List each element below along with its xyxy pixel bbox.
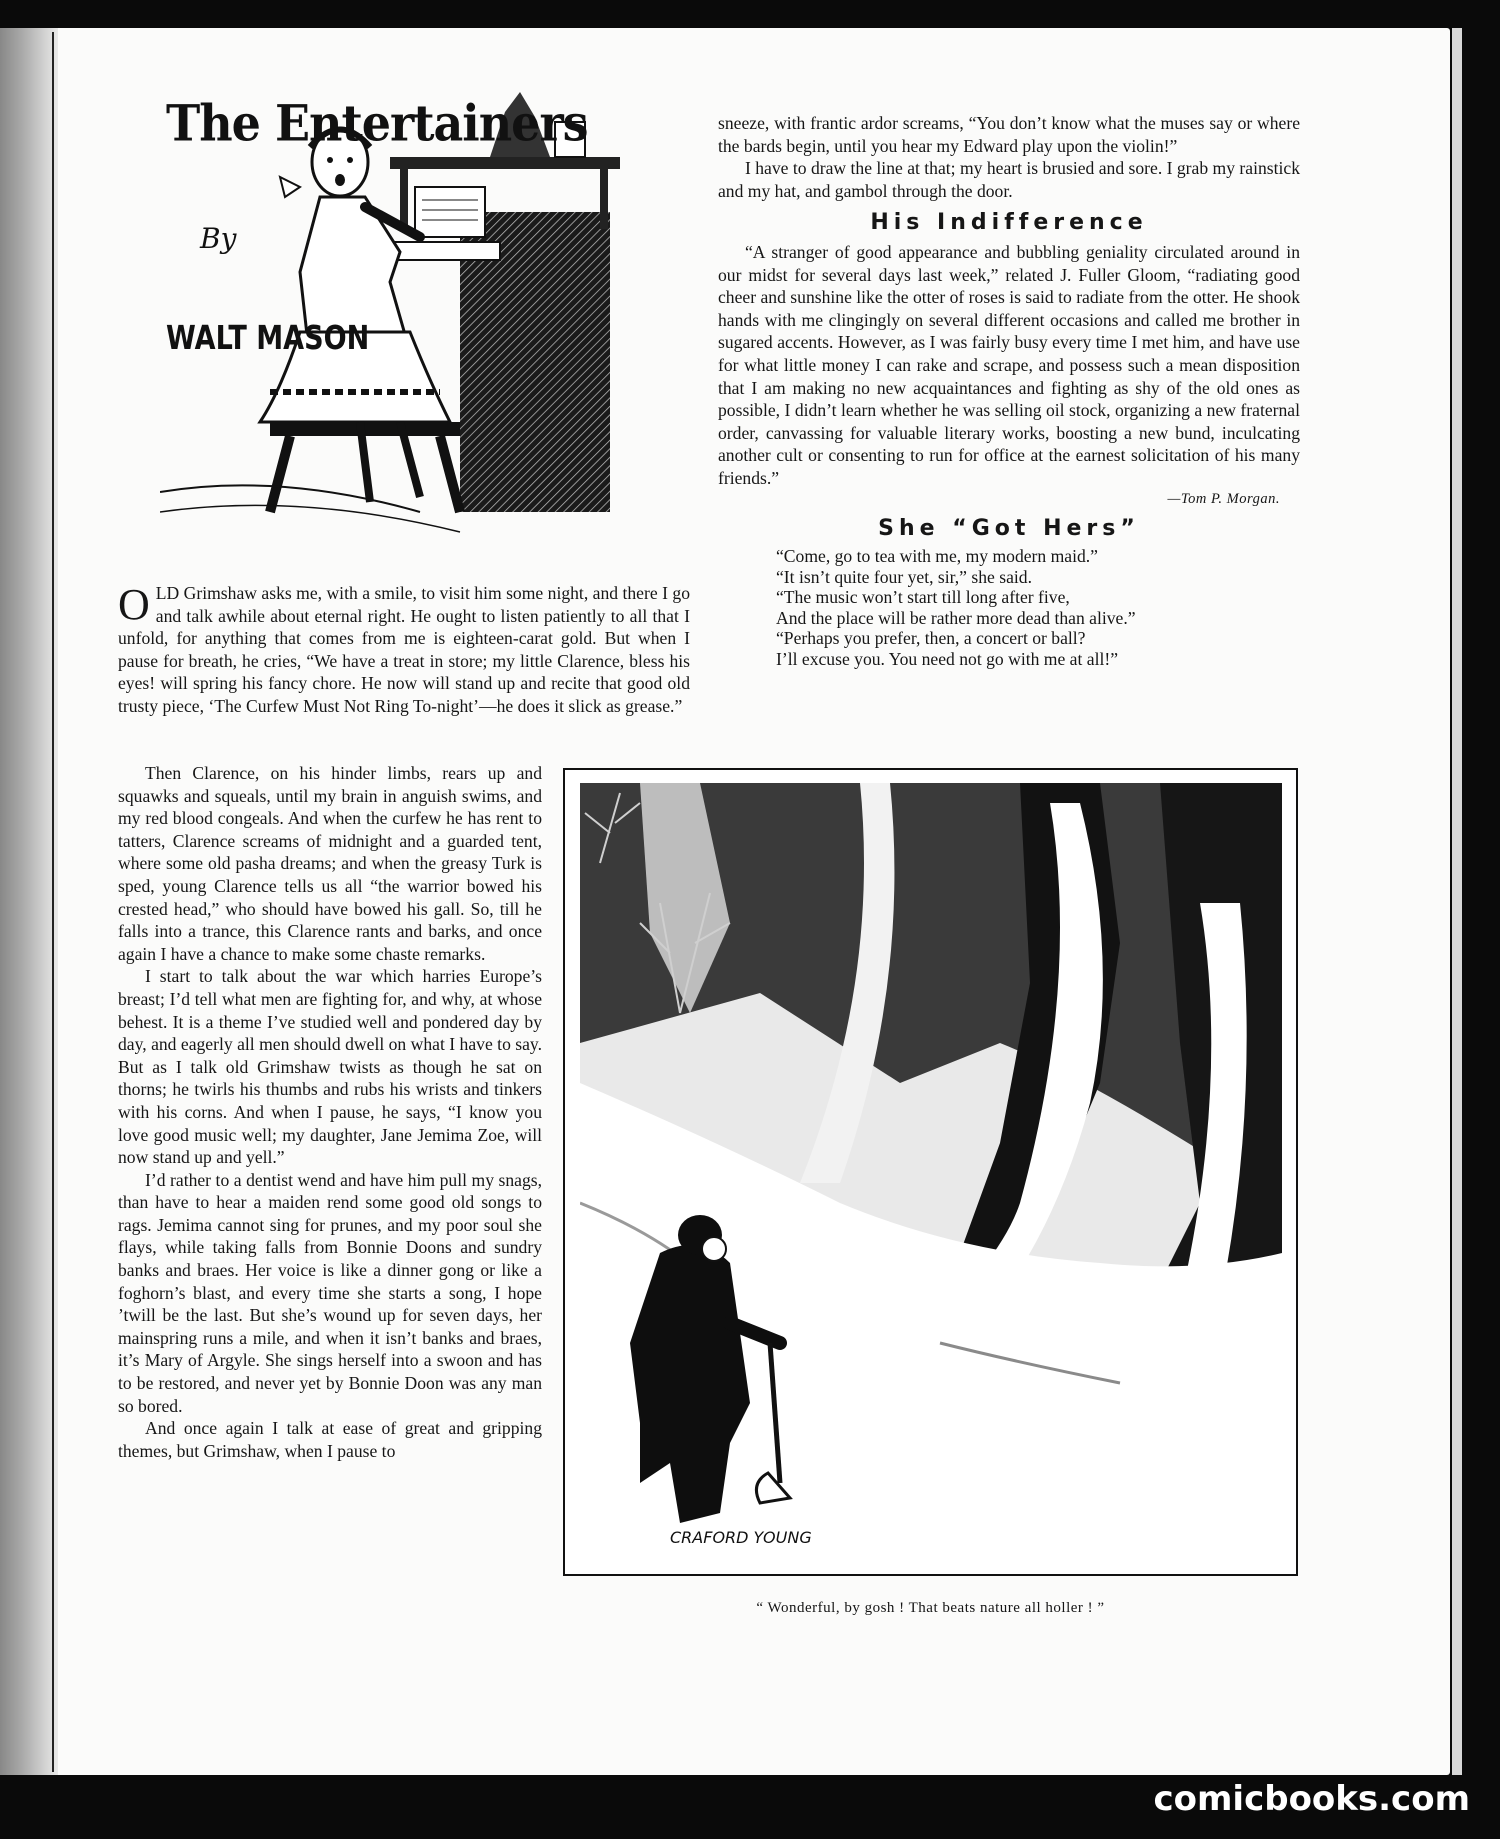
poem-line: “Perhaps you prefer, then, a concert or ball? [776,628,1086,649]
article-paragraph: I’d rather to a dentist wend and have him pull my snags, than have to hear a maiden rend some good old songs to rags. Jemima cannot sing for prunes, and my poor soul she flays, while taking falls from Bonnie Doons and sundry banks and braes. Her voice is like a dinner gong or like a foghorn’s blast, and every time she starts a song, I hope ’twill be the last. But she’s wound up for seven days, her mainspring runs a mile, and when it isn’t banks and braes, it’s Mary of Argyle. She sings herself into a swoon and has to be restored, and never yet by Bonnie Doon was any man so bored. [118,1169,542,1416]
page-binding-shadow [0,28,58,1775]
poem-line: “Come, go to tea with me, my modern maid.” [776,546,1098,567]
article-paragraph: OLD Grimshaw asks me, with a smile, to visit him some night, and there I go and talk awhile about eternal right. He ought to listen patiently to all that I unfold, for anything that comes from me is eighteen-carat gold. But when I pause for breath, he cries, “We have a treat in store; my little Clarence, bless his eyes! will spring his fancy chore. He now will stand up and recite that good old trusty piece, ‘The Curfew Must Not Ring To-night’—he does it slick as grease.” [118,580,690,716]
watermark: comicbooks.com [1153,1779,1470,1819]
poem-line: “The music won’t start till long after five, [776,587,1070,608]
article-column-bottom [118,762,542,1462]
binding-line [52,32,54,1772]
article-paragraph: Then Clarence, on his hinder limbs, rears up and squawks and squeals, until my brain in anguish swims, and my red blood congeals. And when the curfew he has rent to tatters, Clarence screams of midnight and a guarded tent, where some old pasha dreams; and when the greasy Turk is sped, young Clarence tells us all “the warrior bowed his crested head,” who should have bowed his gall. So, till he falls into a trance, this Clarence rants and barks, and once again I have a chance to make some chaste remarks. [118,763,542,964]
byline-prefix: By [200,222,237,255]
artist-signature: CRAFORD YOUNG [670,1528,812,1547]
page-title: The Entertainers [166,93,588,153]
poem-line: And the place will be rather more dead than alive.” [776,607,1136,628]
drop-cap: O [118,580,150,629]
indifference-text: “A stranger of good appearance and bubbling geniality circulated around in our midst for several days last week,” related J. Fuller Gloom, “radiating good cheer and sunshine like the otter of roses is said to radiate from the otter. He shook hands with me clingingly on several different occasions and called me brother in sugared accents. However, as I was fairly busy every time I met him, and have use for what little money I can rake and scrape, and possess such a mean disposition that I am making no new acquaintances and fighting as shy of the old ones as possible, I didn’t learn whether he was selling oil stock, organizing a new fraternal order, canvassing for valuable literary works, boosting a new bund, inculcating another cult or consenting to run for office at the earnest solicitation of his many friends.” [718,241,1300,488]
article-continuation: sneeze, with frantic ardor screams, “You don’t know what the muses say or where the bards begin, until you hear my Edward play upon the violin!” [718,113,1300,156]
article-column-top [118,582,690,718]
page-right-edge [1452,28,1462,1775]
poem-line: I’ll excuse you. You need not go with me at all!” [776,648,1119,669]
winter-forest-illustration [580,783,1282,1561]
article-paragraph: And once again I talk at ease of great and gripping themes, but Grimshaw, when I pause to [118,1418,542,1461]
section-heading-got-hers: She “Got Hers” [878,515,1140,541]
attribution: —Tom P. Morgan. [1167,490,1280,507]
right-column [718,112,1300,669]
poem-line: “It isn’t quite four yet, sir,” she said. [776,566,1032,587]
poem [718,546,1300,669]
article-paragraph: I start to talk about the war which harries Europe’s breast; I’d tell what men are fighting for, and why, at whose behest. It is a theme I’ve studied well and pondered day by day, and eagerly all men should dwell on what I have to say. But as I talk old Grimshaw twists as though he sat on thorns; he twirls his thumbs and rubs his wrists and tinkers with his corns. And when I pause, he says, “I know you love good music well; my daughter, Jane Jemima Zoe, will now stand up and yell.” [118,966,542,1168]
byline-author: WALT MASON [166,318,370,357]
section-heading-indifference: His Indifference [870,210,1148,236]
illustration-caption: “ Wonderful, by gosh ! That beats nature all holler ! ” [756,1600,1105,1616]
article-continuation: I have to draw the line at that; my heart is brusied and sore. I grab my rainstick and my hat, and gambol through the door. [718,158,1301,201]
